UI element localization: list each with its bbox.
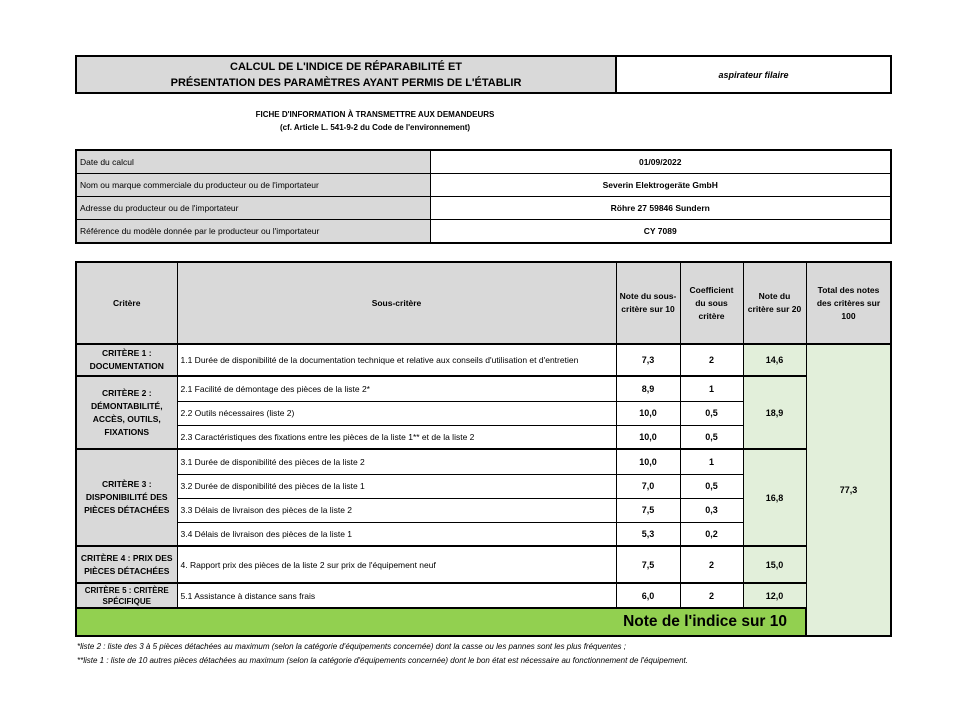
subcriterion-note: 6,0 [616, 583, 680, 608]
criterion-4-name: CRITÈRE 4 : PRIX DES PIÈCES DÉTACHÉES [76, 546, 177, 583]
subcriterion-coefficient: 0,5 [680, 425, 743, 449]
subcriterion-coefficient: 2 [680, 546, 743, 583]
subcriterion-note: 10,0 [616, 401, 680, 425]
subcriterion-note: 10,0 [616, 425, 680, 449]
footnote-liste-2: *liste 2 : liste des 3 à 5 pièces détachées au maximum (selon la catégorie d'équipements concernée) dont la casse ou les pannes sont les plus fréquentes ; [77, 642, 626, 651]
subcriterion-coefficient: 0,5 [680, 474, 743, 498]
subcriterion-note: 7,0 [616, 474, 680, 498]
header-coefficient: Coefficient du sous critère [680, 262, 743, 344]
criterion-3-name: CRITÈRE 3 : DISPONIBILITÉ DES PIÈCES DÉTACHÉES [76, 449, 177, 546]
fiche-subtitle [180, 108, 570, 134]
criterion-2-score: 18,9 [743, 376, 806, 449]
info-value: CY 7089 [430, 220, 891, 244]
table-row [76, 449, 891, 474]
criterion-1-name: CRITÈRE 1 : DOCUMENTATION [76, 344, 177, 376]
criterion-5-name: CRITÈRE 5 : CRITÈRE SPÉCIFIQUE [76, 583, 177, 608]
criterion-2-name: CRITÈRE 2 : DÉMONTABILITÉ, ACCÈS, OUTILS, FIXATIONS [76, 376, 177, 449]
subcriterion-coefficient: 0,2 [680, 522, 743, 546]
table-row [76, 583, 891, 608]
header-sous-critere: Sous-critère [177, 262, 616, 344]
subcriterion-note: 5,3 [616, 522, 680, 546]
info-row-date [76, 150, 891, 174]
info-row-address [76, 197, 891, 220]
info-label: Date du calcul [76, 150, 430, 174]
criterion-1-score: 14,6 [743, 344, 806, 376]
scoring-table [75, 261, 892, 637]
subcriterion-label: 3.4 Délais de livraison des pièces de la liste 1 [177, 522, 616, 546]
document-title [76, 56, 616, 93]
info-label: Nom ou marque commerciale du producteur ou de l'importateur [76, 174, 430, 197]
subcriterion-label: 2.2 Outils nécessaires (liste 2) [177, 401, 616, 425]
info-label: Adresse du producteur ou de l'importateur [76, 197, 430, 220]
subcriterion-coefficient: 0,5 [680, 401, 743, 425]
subcriterion-label: 1.1 Durée de disponibilité de la documentation technique et relative aux conseils d'utilisation et d'entretien [177, 344, 616, 376]
criterion-4-score: 15,0 [743, 546, 806, 583]
info-value: Röhre 27 59846 Sundern [430, 197, 891, 220]
subcriterion-label: 3.2 Durée de disponibilité des pièces de la liste 1 [177, 474, 616, 498]
subcriterion-note: 7,5 [616, 546, 680, 583]
subcriterion-coefficient: 0,3 [680, 498, 743, 522]
info-value: Severin Elektrogeräte GmbH [430, 174, 891, 197]
header-critere: Critère [76, 262, 177, 344]
title-line-2: PRÉSENTATION DES PARAMÈTRES AYANT PERMIS DE L'ÉTABLIR [170, 76, 522, 89]
total-score-100: 77,3 [806, 344, 891, 636]
subcriterion-coefficient: 1 [680, 376, 743, 401]
table-row [76, 376, 891, 401]
header-note-sous-critere: Note du sous-critère sur 10 [616, 262, 680, 344]
subcriterion-label: 3.3 Délais de livraison des pièces de la liste 2 [177, 498, 616, 522]
footnote-liste-1: **liste 1 : liste de 10 autres pièces détachées au maximum (selon la catégorie d'équipements concernée) dont le bon état est nécessaire au fonctionnement de l'équipement. [77, 656, 688, 665]
title-line-1: CALCUL DE L'INDICE DE RÉPARABILITÉ ET [230, 60, 462, 73]
info-label: Référence du modèle donnée par le producteur ou l'importateur [76, 220, 430, 244]
subcriterion-coefficient: 2 [680, 344, 743, 376]
subcriterion-note: 7,3 [616, 344, 680, 376]
producer-info-table [75, 149, 892, 244]
criterion-5-score: 12,0 [743, 583, 806, 608]
table-header-row [76, 262, 891, 344]
info-row-brand [76, 174, 891, 197]
final-score-row [76, 608, 891, 636]
info-value: 01/09/2022 [430, 150, 891, 174]
header-total: Total des notes des critères sur 100 [806, 262, 891, 344]
info-row-model [76, 220, 891, 244]
subcriterion-label: 2.3 Caractéristiques des fixations entre les pièces de la liste 1** et de la liste 2 [177, 425, 616, 449]
subcriterion-coefficient: 1 [680, 449, 743, 474]
final-score-label: Note de l'indice sur 10 [76, 608, 806, 636]
footnotes [77, 640, 688, 668]
subcriterion-note: 7,5 [616, 498, 680, 522]
subcriterion-label: 4. Rapport prix des pièces de la liste 2 sur prix de l'équipement neuf [177, 546, 616, 583]
fiche-line-1: FICHE D'INFORMATION À TRANSMETTRE AUX DEMANDEURS [255, 110, 495, 119]
header-box [75, 55, 892, 94]
subcriterion-coefficient: 2 [680, 583, 743, 608]
table-row [76, 344, 891, 376]
table-row [76, 546, 891, 583]
subcriterion-note: 8,9 [616, 376, 680, 401]
product-category: aspirateur filaire [616, 56, 891, 93]
subcriterion-label: 5.1 Assistance à distance sans frais [177, 583, 616, 608]
criterion-3-score: 16,8 [743, 449, 806, 546]
fiche-line-2: (cf. Article L. 541-9-2 du Code de l'environnement) [279, 123, 471, 132]
subcriterion-note: 10,0 [616, 449, 680, 474]
subcriterion-label: 3.1 Durée de disponibilité des pièces de la liste 2 [177, 449, 616, 474]
header-note-critere: Note du critère sur 20 [743, 262, 806, 344]
subcriterion-label: 2.1 Facilité de démontage des pièces de la liste 2* [177, 376, 616, 401]
